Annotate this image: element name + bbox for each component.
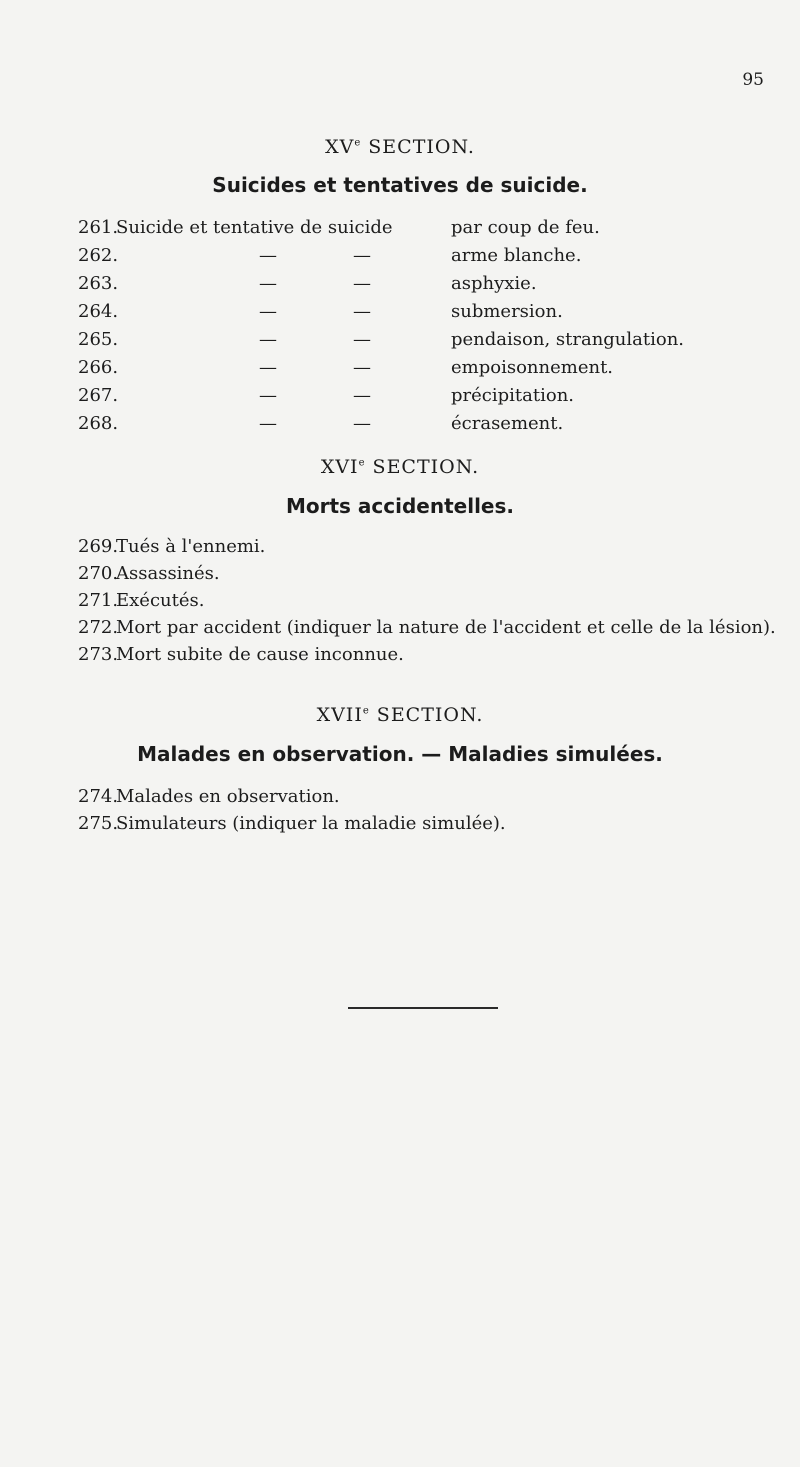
entry-261: [78, 217, 600, 245]
entry-number: 267.: [78, 385, 119, 406]
page-number: 95: [742, 70, 764, 90]
section-title-malades: Malades en observation. — Maladies simulées.: [137, 742, 663, 766]
ditto-dash: —: [259, 329, 277, 350]
entry-text: pendaison, strangulation.: [451, 329, 685, 350]
entry-text: par coup de feu.: [451, 217, 600, 238]
entry-number: 270.: [78, 563, 119, 584]
section-title-morts: Morts accidentelles.: [285, 494, 515, 518]
entry-number: 271.: [78, 590, 119, 611]
ditto-dash: —: [353, 273, 371, 294]
entry-275: [78, 813, 506, 841]
section-superscript: e: [362, 705, 370, 717]
entry-number: 265.: [78, 329, 119, 350]
closing-rule: [348, 1007, 498, 1009]
entry-274: [78, 786, 340, 814]
entry-number: 262.: [78, 245, 119, 266]
entry-268: [78, 413, 564, 441]
entry-text: Assassinés.: [116, 563, 220, 584]
entry-267: [78, 385, 575, 413]
entry-270: [78, 563, 220, 591]
ditto-dash: —: [353, 385, 371, 406]
entry-text: écrasement.: [451, 413, 564, 434]
ditto-dash: —: [353, 413, 371, 434]
entry-263: [78, 273, 537, 301]
ditto-dash: —: [259, 385, 277, 406]
entry-text: Malades en observation.: [116, 786, 340, 807]
entry-label: Suicide et tentative de suicide: [116, 217, 393, 238]
entry-text: Exécutés.: [116, 590, 205, 611]
entry-text: Mort par accident (indiquer la nature de l'accident et celle de la lésion).: [116, 617, 776, 638]
entry-number: 261.: [78, 217, 119, 238]
ditto-dash: —: [259, 413, 277, 434]
section-heading-xvii: [0, 704, 800, 726]
entry-text: arme blanche.: [451, 245, 582, 266]
ditto-dash: —: [259, 301, 277, 322]
entry-text: empoisonnement.: [451, 357, 614, 378]
entry-264: [78, 301, 563, 329]
entry-text: asphyxie.: [451, 273, 537, 294]
entry-269: [78, 536, 265, 564]
section-numeral: XV: [325, 136, 355, 158]
entry-number: 269.: [78, 536, 119, 557]
entry-262: [78, 245, 582, 273]
entry-text: Mort subite de cause inconnue.: [116, 644, 404, 665]
entry-272: [78, 617, 776, 645]
entry-266: [78, 357, 614, 385]
section-superscript: e: [358, 457, 366, 469]
ditto-dash: —: [353, 301, 371, 322]
ditto-dash: —: [353, 245, 371, 266]
section-word: SECTION.: [372, 456, 480, 478]
entry-number: 268.: [78, 413, 119, 434]
section-numeral: XVII: [316, 704, 363, 726]
section-word: SECTION.: [368, 136, 475, 158]
section-numeral: XVI: [320, 456, 359, 478]
entry-number: 263.: [78, 273, 119, 294]
entry-271: [78, 590, 204, 618]
entry-text: précipitation.: [451, 385, 575, 406]
entry-text: submersion.: [451, 301, 563, 322]
section-superscript: e: [354, 137, 362, 149]
entry-number: 274.: [78, 786, 119, 807]
entry-number: 273.: [78, 644, 119, 665]
ditto-dash: —: [259, 245, 277, 266]
entry-text: Tués à l'ennemi.: [116, 536, 266, 557]
section-word: SECTION.: [376, 704, 484, 726]
entry-number: 266.: [78, 357, 119, 378]
ditto-dash: —: [353, 357, 371, 378]
section-title-suicides: Suicides et tentatives de suicide.: [212, 173, 588, 197]
ditto-dash: —: [259, 357, 277, 378]
ditto-dash: —: [353, 329, 371, 350]
entry-number: 275.: [78, 813, 119, 834]
entry-text: Simulateurs (indiquer la maladie simulée).: [116, 813, 506, 834]
entry-273: [78, 644, 404, 672]
section-heading-xv: [0, 136, 800, 158]
ditto-dash: —: [259, 273, 277, 294]
section-heading-xvi: [0, 456, 800, 478]
entry-number: 272.: [78, 617, 119, 638]
entry-265: [78, 329, 685, 357]
entry-number: 264.: [78, 301, 119, 322]
